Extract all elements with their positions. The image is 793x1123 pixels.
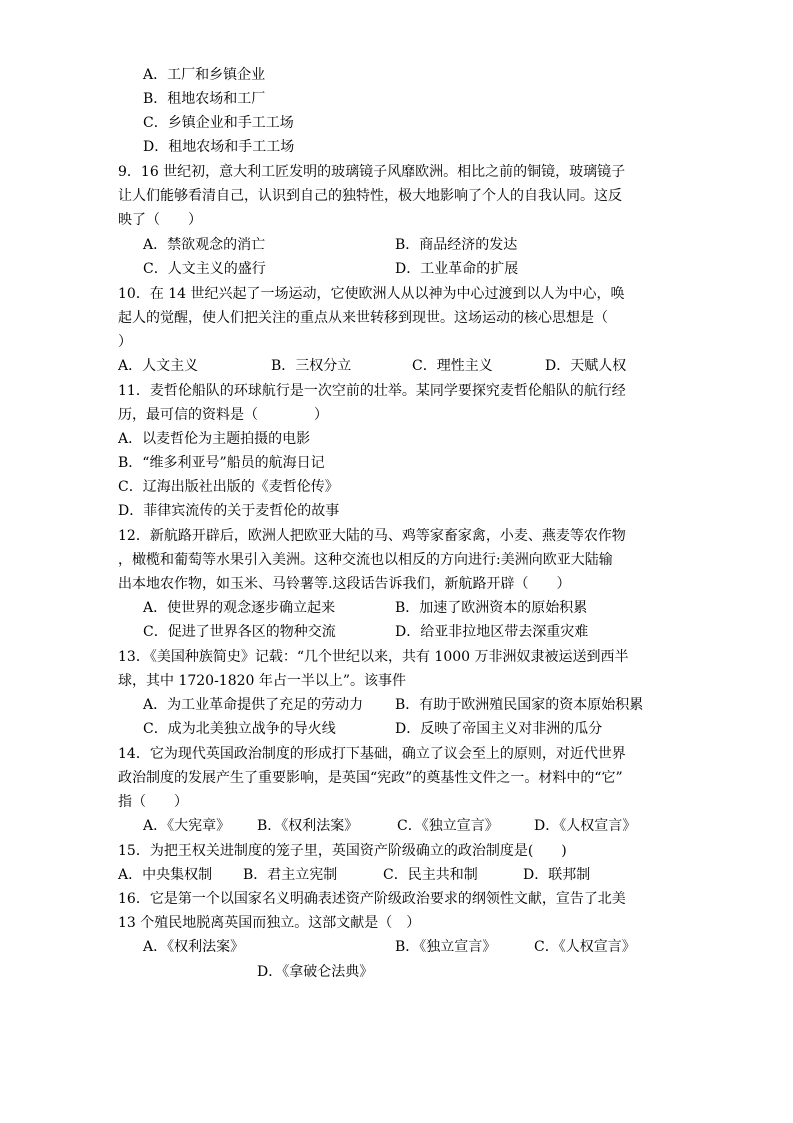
q14-stem-line-2: 政治制度的发展产生了重要影响，是英国“宪政”的奠基性文件之一。材料中的“它”	[118, 770, 623, 786]
q11-option-b: B．“维多利亚号”船员的航海日记	[118, 455, 325, 471]
q9-options-row-2	[0, 257, 793, 281]
q15-options-row	[0, 863, 793, 887]
q16-options-row-1	[0, 935, 793, 959]
q10-option-b: B．三权分立	[271, 358, 352, 374]
q13-option-b: B．有助于欧洲殖民国家的资本原始积累	[395, 697, 644, 713]
q16-option-c: C．《人权宣言》	[534, 939, 636, 955]
q16-stem-line-1: 16．它是第一个以国家名义明确表述资产阶级政治要求的纲领性文献，宣告了北美	[118, 891, 626, 907]
q10-options-row	[0, 354, 793, 378]
q15-option-d: D．联邦制	[523, 867, 591, 883]
q10-stem-line-2: 起人的觉醒，使人们把关注的重点从来世转移到现世。这场运动的核心思想是（	[118, 310, 608, 326]
q8-option-a: A．工厂和乡镇企业	[143, 67, 266, 83]
q12-options-row-2	[0, 620, 793, 644]
q14-stem-line-1: 14．它为现代英国政治制度的形成打下基础，确立了议会至上的原则，对近代世界	[118, 746, 626, 762]
q16-option-b: B．《独立宣言》	[395, 939, 497, 955]
q13-option-a: A．为工业革命提供了充足的劳动力	[143, 697, 364, 713]
q13-options-row-1	[0, 693, 793, 717]
q8-option-b: B．租地农场和工厂	[143, 91, 266, 107]
q14-option-b: B．《权利法案》	[257, 818, 359, 834]
q16-option-d: D．《拿破仑法典》	[257, 964, 374, 980]
q11-option-c: C．辽海出版社出版的《麦哲伦传》	[118, 479, 339, 495]
q12-options-row-1	[0, 596, 793, 620]
q13-options-row-2	[0, 717, 793, 741]
q9-stem-line-2: 让人们能够看清自己，认识到自己的独特性，极大地影响了个人的自我认同。这反	[118, 188, 622, 204]
q12-stem-line-2: ，橄榄和葡萄等水果引入美洲。这种交流也以相反的方向进行:美洲向欧亚大陆输	[118, 552, 613, 568]
q16-option-a: A．《权利法案》	[143, 939, 245, 955]
q14-options-row	[0, 814, 793, 838]
q14-option-a: A．《大宪章》	[143, 818, 231, 834]
q12-option-c: C．促进了世界各区的物种交流	[143, 624, 336, 640]
q14-stem-line-3: 指（ ）	[118, 794, 188, 810]
q13-stem-line-1: 13．《美国种族简史》记载：“几个世纪以来，共有 1000 万非洲奴隶被运送到西半	[118, 649, 629, 665]
q12-option-d: D．给亚非拉地区带去深重灾难	[395, 624, 589, 640]
q9-stem-line-3: 映了（ ）	[118, 212, 202, 228]
q9-option-a: A．禁欲观念的消亡	[143, 237, 266, 253]
q10-option-d: D．天赋人权	[545, 358, 627, 374]
q8-option-d: D．租地农场和手工工场	[143, 139, 295, 155]
q9-stem-line-1: 9．16 世纪初，意大利工匠发明的玻璃镜子风靡欧洲。相比之前的铜镜，玻璃镜子	[118, 164, 626, 180]
q14-option-c: C．《独立宣言》	[397, 818, 499, 834]
q9-options-row-1	[0, 233, 793, 257]
q9-option-b: B．商品经济的发达	[395, 237, 518, 253]
q14-option-d: D．《人权宣言》	[534, 818, 637, 834]
q11-stem-line-1: 11．麦哲伦船队的环球航行是一次空前的壮举。某同学要探究麦哲伦船队的航行经	[118, 383, 626, 399]
q10-option-c: C．理性主义	[412, 358, 493, 374]
q10-stem-line-1: 10．在 14 世纪兴起了一场运动，它使欧洲人从以神为中心过渡到以人为中心，唤	[118, 286, 625, 302]
q12-stem-line-3: 出本地农作物，如玉米、马铃薯等.这段话告诉我们，新航路开辟（ ）	[118, 576, 571, 592]
q15-option-b: B．君主立宪制	[243, 867, 338, 883]
q13-option-c: C．成为北美独立战争的导火线	[143, 721, 336, 737]
q12-option-a: A．使世界的观念逐步确立起来	[143, 600, 336, 616]
q13-stem-line-2: 球，其中 1720-1820 年占一半以上”。该事件	[118, 673, 407, 689]
q16-stem-line-2: 13 个殖民地脱离英国而独立。这部文献是（ ）	[118, 915, 421, 931]
q15-option-c: C．民主共和制	[383, 867, 478, 883]
q12-stem-line-1: 12．新航路开辟后，欧洲人把欧亚大陆的马、鸡等家畜家禽，小麦、燕麦等农作物	[118, 528, 626, 544]
q9-option-c: C．人文主义的盛行	[143, 261, 266, 277]
q10-stem-line-3: ）	[118, 334, 132, 350]
q15-option-a: A．中央集权制	[118, 867, 213, 883]
q11-option-d: D．菲律宾流传的关于麦哲伦的故事	[118, 503, 340, 519]
q10-option-a: A．人文主义	[118, 358, 199, 374]
q8-option-c: C．乡镇企业和手工工场	[143, 115, 294, 131]
q9-option-d: D．工业革命的扩展	[395, 261, 519, 277]
q13-option-d: D．反映了帝国主义对非洲的瓜分	[395, 721, 603, 737]
q15-stem-line-1: 15．为把王权关进制度的笼子里，英国资产阶级确立的政治制度是( )	[118, 843, 567, 859]
q11-stem-line-2: 历，最可信的资料是（ ）	[118, 407, 328, 423]
q12-option-b: B．加速了欧洲资本的原始积累	[395, 600, 588, 616]
q11-option-a: A．以麦哲伦为主题拍摄的电影	[118, 431, 311, 447]
